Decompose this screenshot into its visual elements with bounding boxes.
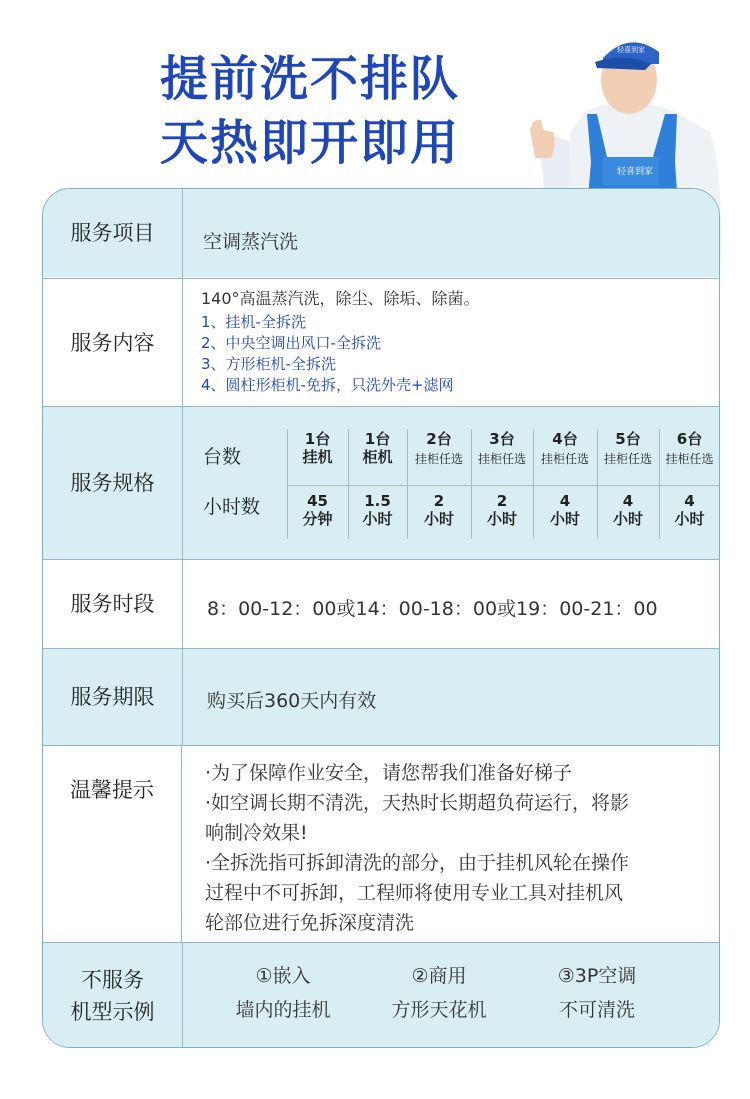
service-content-item: 3、方形柜机-全拆洗	[201, 355, 336, 373]
service-content-item: 2、中央空调出风口-全拆洗	[201, 334, 381, 352]
row-excluded-models	[43, 942, 719, 1048]
service-content-intro: 140°高温蒸汽洗，除尘、除垢、除菌。	[201, 289, 480, 308]
spec-unit-count: 6台	[676, 430, 703, 448]
excluded-label-line-1: 不服务	[81, 967, 144, 992]
spec-unit-type: 挂柜任选	[540, 452, 589, 466]
spec-unit-time-unit: 小时	[612, 510, 643, 528]
excluded-label	[43, 943, 183, 1048]
spec-unit-count: 3台	[489, 430, 515, 448]
apron-logo	[617, 165, 653, 177]
service-table	[42, 188, 720, 1048]
spec-unit-time-unit: 小时	[549, 510, 580, 528]
row-service-validity	[43, 648, 719, 745]
row-service-item	[43, 189, 719, 277]
row-service-content	[43, 278, 719, 406]
spec-unit-time: 2	[433, 492, 445, 510]
headline-line-1: 提前洗不排队	[159, 51, 460, 107]
spec-unit-count: 1台	[364, 430, 391, 448]
service-content-label: 服务内容	[43, 279, 183, 406]
tip-line: ·如空调长期不清洗，天热时长期超负荷运行，将影	[205, 792, 630, 814]
spec-unit-type: 挂柜任选	[603, 452, 652, 466]
row-service-hours	[43, 559, 719, 648]
spec-unit-time-unit: 小时	[423, 510, 454, 528]
tip-line: 轮部位进行免拆深度清洗	[205, 912, 415, 934]
spec-unit-time-unit: 小时	[486, 510, 517, 528]
spec-unit-time: 45	[307, 492, 328, 510]
spec-unit-time-unit: 分钟	[302, 510, 333, 528]
spec-grid	[183, 407, 719, 559]
spec-unit-type: 挂机	[302, 448, 333, 466]
tip-line: 过程中不可拆卸，工程师将使用专业工具对挂机风	[205, 882, 624, 904]
service-content-item: 1、挂机-全拆洗	[201, 313, 306, 331]
spec-unit-time: 4	[559, 492, 571, 510]
spec-row-label-count: 台数	[203, 446, 242, 468]
spec-unit-type: 柜机	[362, 448, 393, 466]
svg-text:轻喜到家: 轻喜到家	[617, 46, 645, 54]
headline-line-2: 天热即开即用	[159, 115, 460, 171]
service-validity-label: 服务期限	[43, 649, 183, 745]
tip-line: ·为了保障作业安全，请您帮我们准备好梯子	[205, 762, 573, 784]
spec-unit-time: 4	[684, 492, 695, 510]
service-content-item: 4、圆柱形柜机-免拆，只洗外壳+滤网	[201, 376, 454, 394]
service-validity-value: 购买后360天内有效	[207, 690, 377, 712]
excluded-example-3: ③3P空调 不可清洗	[557, 965, 637, 1021]
spec-unit-type: 挂柜任选	[477, 452, 526, 466]
spec-unit-count: 5台	[615, 430, 641, 448]
spec-unit-count: 1台	[304, 430, 331, 448]
svg-text:轻喜到家: 轻喜到家	[617, 167, 654, 177]
spec-unit-time-unit: 小时	[674, 510, 705, 528]
service-item-value: 空调蒸汽洗	[203, 231, 299, 253]
service-item-label: 服务项目	[43, 189, 183, 277]
spec-unit-type: 挂柜任选	[414, 452, 463, 466]
excluded-example-1: ①嵌入 墙内的挂机	[235, 965, 331, 1021]
spec-unit-count: 2台	[426, 430, 452, 448]
row-service-spec	[43, 406, 719, 559]
spec-unit-time-unit: 小时	[362, 510, 393, 528]
spec-unit-type: 挂柜任选	[665, 452, 714, 466]
tip-line: ·全拆洗指可拆卸清洗的部分，由于挂机风轮在操作	[205, 852, 630, 874]
excluded-label-line-2: 机型示例	[70, 999, 155, 1024]
spec-unit-time: 4	[622, 492, 634, 510]
cap-logo	[617, 45, 645, 54]
spec-unit-time: 1.5	[364, 492, 391, 510]
row-tips	[43, 745, 719, 942]
spec-unit-time: 2	[496, 492, 508, 510]
spec-row-label-hours: 小时数	[203, 496, 261, 518]
tips-label: 温馨提示	[43, 746, 182, 942]
spec-unit-count: 4台	[552, 430, 578, 448]
excluded-example-2: ②商用 方形天花机	[391, 965, 487, 1021]
service-hours-label: 服务时段	[43, 560, 183, 648]
tip-line: 响制冷效果!	[205, 822, 308, 844]
service-spec-label: 服务规格	[43, 407, 183, 559]
service-hours-value: 8：00-12：00或14：00-18：00或19：00-21：00	[207, 598, 658, 620]
